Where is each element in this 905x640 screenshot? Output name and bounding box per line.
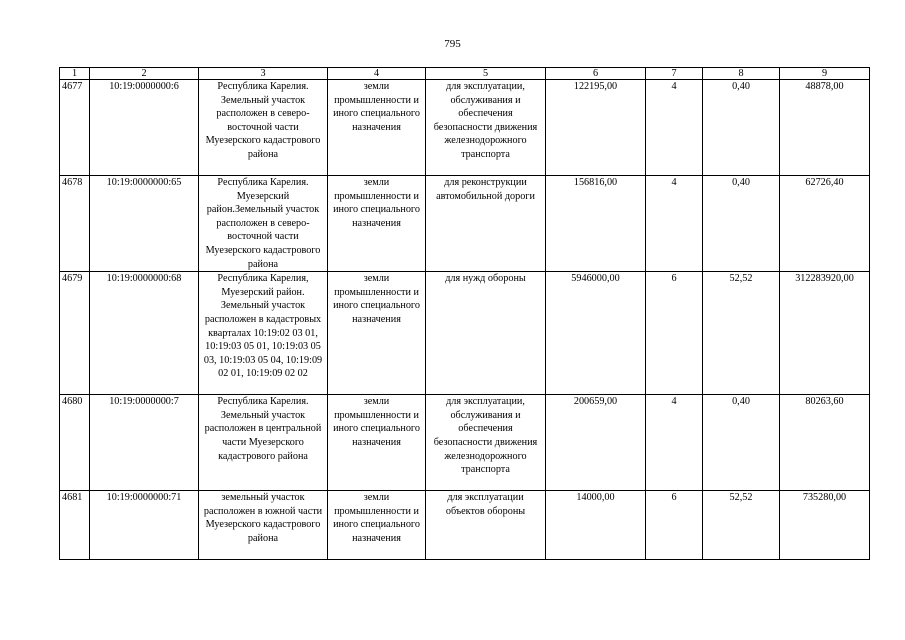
permitted-use-cell: для реконструкции автомобильной дороги — [426, 176, 546, 272]
cadastral-number-cell: 10:19:0000000:71 — [90, 491, 199, 560]
permitted-use-cell: для эксплуатации, обслуживания и обеспечения безопасности движения железнодорожного транспорта — [426, 80, 546, 176]
area-cell: 5946000,00 — [546, 272, 646, 395]
column-header: 8 — [703, 68, 780, 80]
area-cell: 14000,00 — [546, 491, 646, 560]
column8-cell: 52,52 — [703, 272, 780, 395]
location-cell: Республика Карелия. Земельный участок расположен в центральной части Муезерского кадастрового района — [199, 395, 328, 491]
column7-cell: 6 — [646, 491, 703, 560]
page-number: 795 — [444, 38, 461, 50]
column8-cell: 52,52 — [703, 491, 780, 560]
land-registry-table — [59, 67, 870, 560]
column-header: 5 — [426, 68, 546, 80]
row-number-cell: 4678 — [60, 176, 90, 272]
column-header: 7 — [646, 68, 703, 80]
column-header: 6 — [546, 68, 646, 80]
column7-cell: 4 — [646, 80, 703, 176]
land-category-cell: земли промышленности и иного специального назначения — [328, 80, 426, 176]
row-number-cell: 4679 — [60, 272, 90, 395]
column9-cell: 735280,00 — [780, 491, 870, 560]
column9-cell: 80263,60 — [780, 395, 870, 491]
column-header: 9 — [780, 68, 870, 80]
area-cell: 200659,00 — [546, 395, 646, 491]
permitted-use-cell: для нужд обороны — [426, 272, 546, 395]
land-category-cell: земли промышленности и иного специального назначения — [328, 272, 426, 395]
location-cell: Республика Карелия, Муезерский район. Земельный участок расположен в кадастровых кварталах 10:19:02 03 01, 10:19:03 05 01, 10:19:03 05 03, 10:19:03 05 04, 10:19:09 02 01, 10:19:09 02 02 — [199, 272, 328, 395]
table-row — [60, 272, 870, 395]
permitted-use-cell: для эксплуатации, обслуживания и обеспечения безопасности движения железнодорожного транспорта — [426, 395, 546, 491]
column-header: 4 — [328, 68, 426, 80]
column8-cell: 0,40 — [703, 176, 780, 272]
column9-cell: 312283920,00 — [780, 272, 870, 395]
column-header: 1 — [60, 68, 90, 80]
table-header-row — [60, 68, 870, 80]
area-cell: 122195,00 — [546, 80, 646, 176]
column7-cell: 4 — [646, 176, 703, 272]
column7-cell: 4 — [646, 395, 703, 491]
row-number-cell: 4681 — [60, 491, 90, 560]
location-cell: Республика Карелия. Муезерский район.Земельный участок расположен в северо-восточной части Муезерского кадастрового района — [199, 176, 328, 272]
cadastral-number-cell: 10:19:0000000:6 — [90, 80, 199, 176]
column-header: 2 — [90, 68, 199, 80]
column9-cell: 48878,00 — [780, 80, 870, 176]
land-category-cell: земли промышленности и иного специального назначения — [328, 491, 426, 560]
column9-cell: 62726,40 — [780, 176, 870, 272]
cadastral-number-cell: 10:19:0000000:7 — [90, 395, 199, 491]
table-row — [60, 491, 870, 560]
cadastral-number-cell: 10:19:0000000:68 — [90, 272, 199, 395]
land-category-cell: земли промышленности и иного специального назначения — [328, 395, 426, 491]
land-category-cell: земли промышленности и иного специального назначения — [328, 176, 426, 272]
table-row — [60, 176, 870, 272]
permitted-use-cell: для эксплуатации объектов обороны — [426, 491, 546, 560]
row-number-cell: 4677 — [60, 80, 90, 176]
table-row — [60, 80, 870, 176]
column7-cell: 6 — [646, 272, 703, 395]
column8-cell: 0,40 — [703, 395, 780, 491]
cadastral-number-cell: 10:19:0000000:65 — [90, 176, 199, 272]
area-cell: 156816,00 — [546, 176, 646, 272]
location-cell: земельный участок расположен в южной части Муезерского кадастрового района — [199, 491, 328, 560]
row-number-cell: 4680 — [60, 395, 90, 491]
table-row — [60, 395, 870, 491]
column-header: 3 — [199, 68, 328, 80]
location-cell: Республика Карелия. Земельный участок расположен в северо-восточной части Муезерского кадастрового района — [199, 80, 328, 176]
column8-cell: 0,40 — [703, 80, 780, 176]
